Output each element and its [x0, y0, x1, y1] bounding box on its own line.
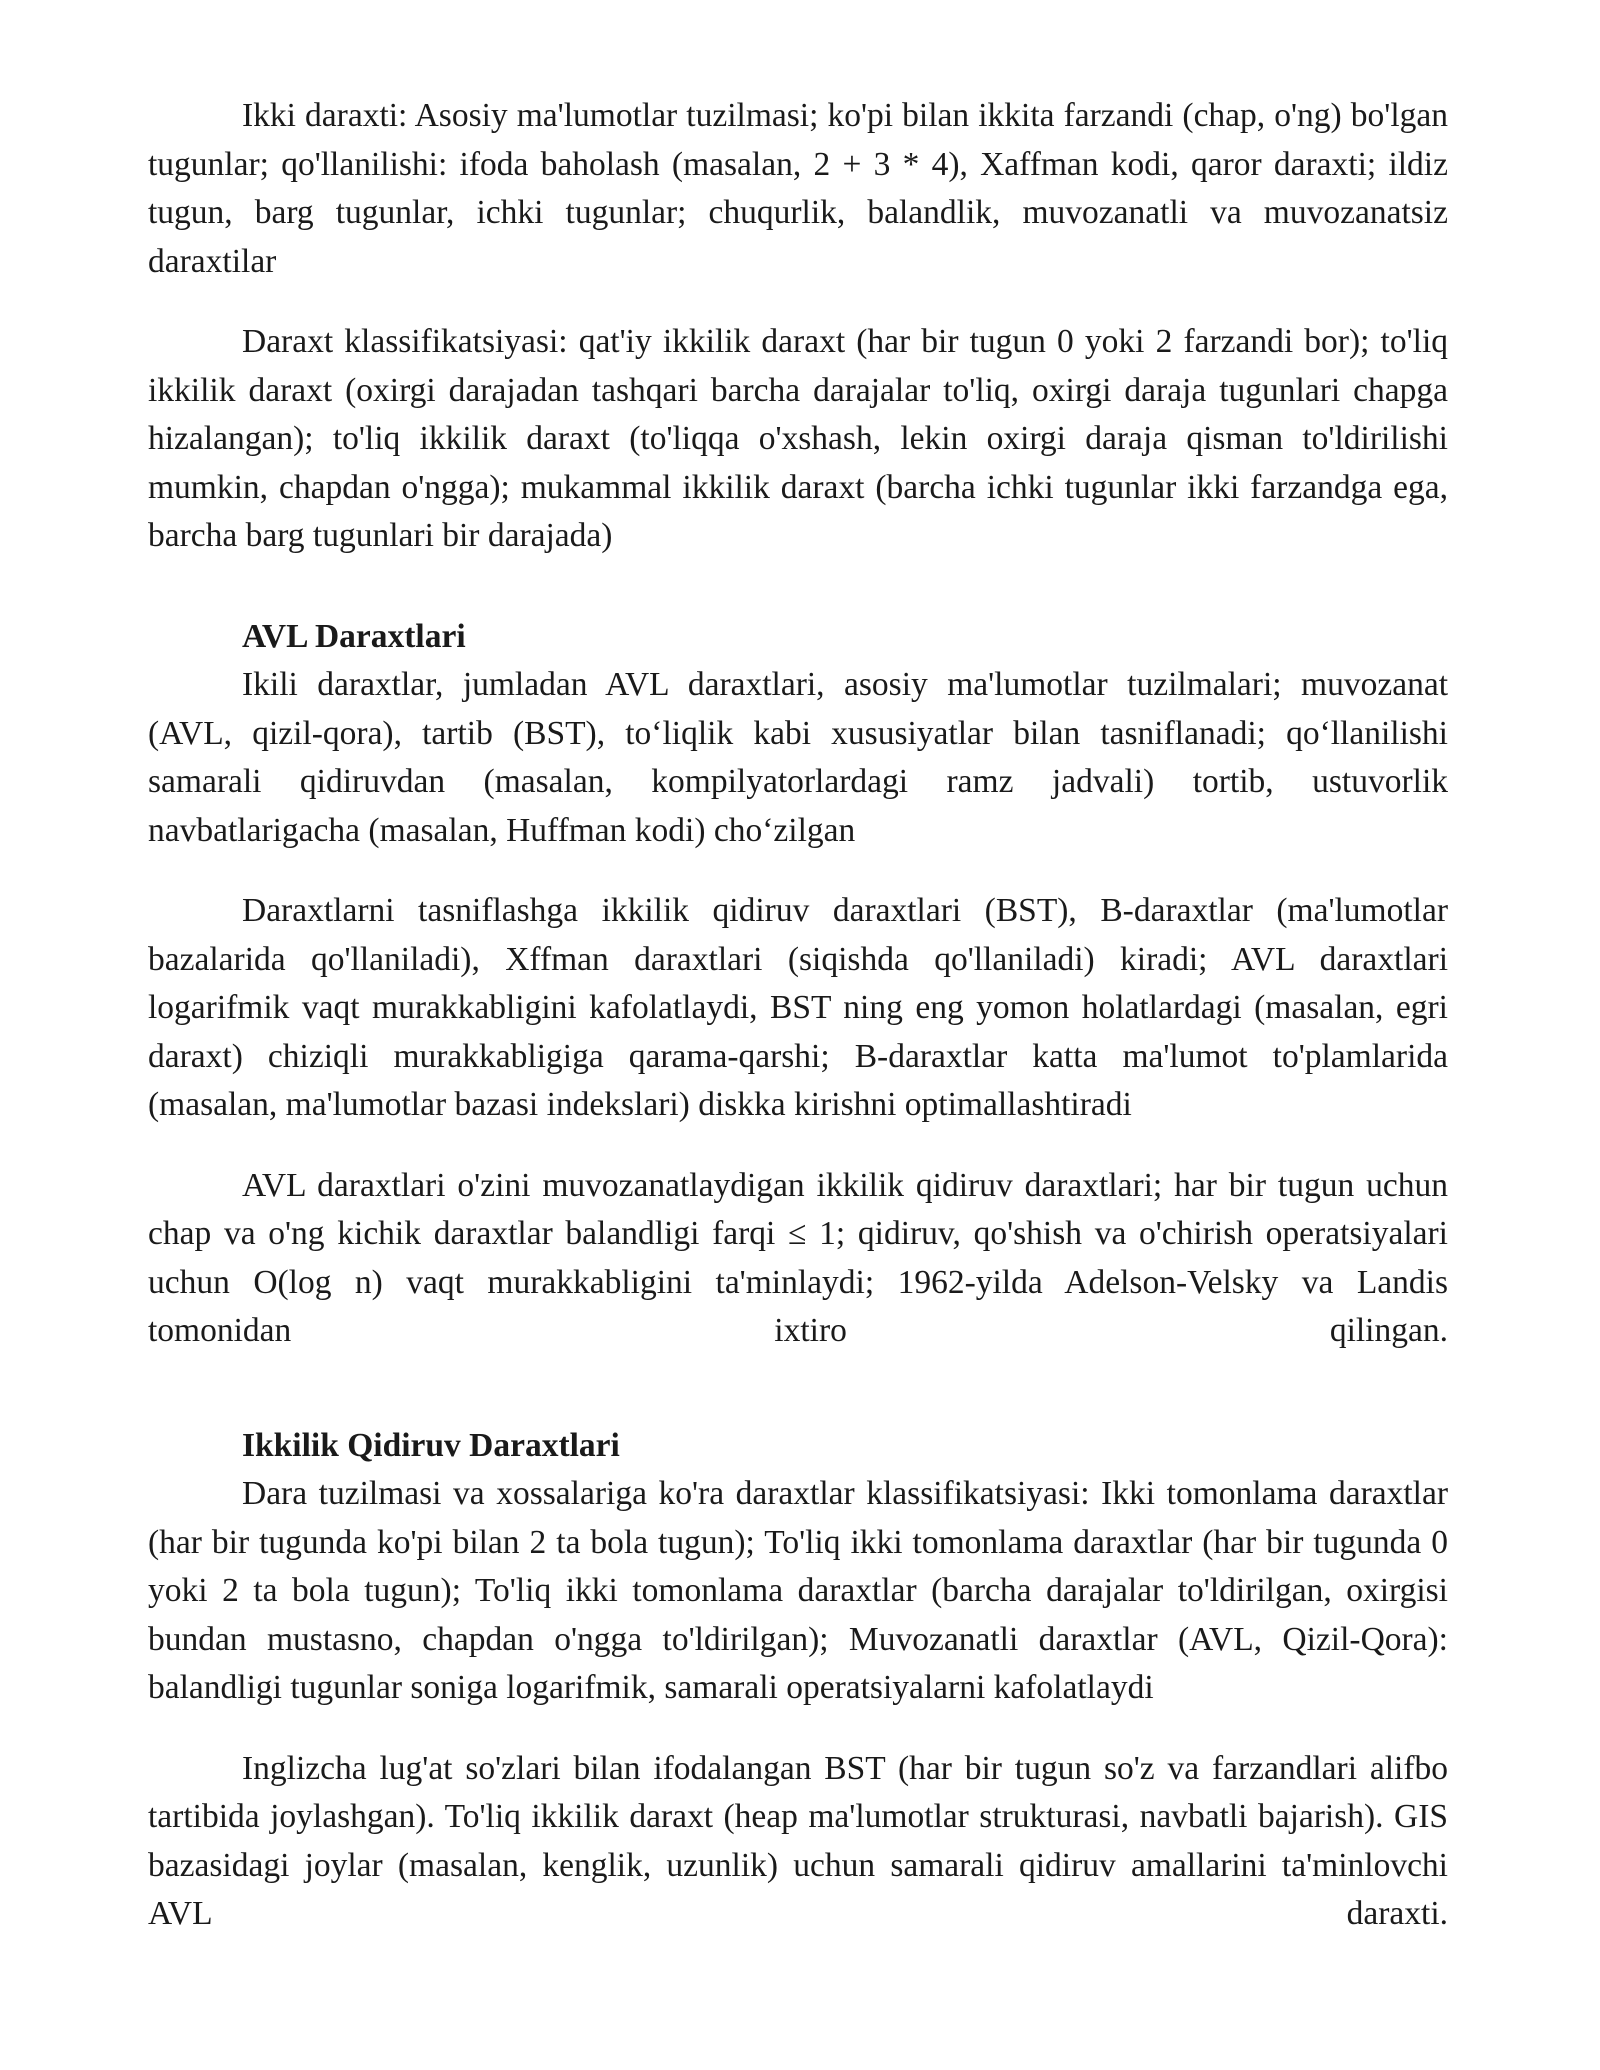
avl-paragraph-1: Ikili daraxtlar, jumladan AVL daraxtlari, asosiy ma'lumotlar tuzilmalari; muvozanat (AVL, qizil-qora), tartib (BST), to‘liqlik kabi xususiyatlar bilan tasniflanadi; qo‘llanilishi samarali qidiruvdan (masalan, kompilyatorlardagi ramz jadvali) tortib, ustuvorlik navbatlarigacha (masalan, Huffman kodi) cho‘zilgan	[148, 666, 1448, 849]
section-heading-avl: AVL Daraxtlari	[242, 617, 466, 655]
avl-paragraph-2: Daraxtlarni tasniflashga ikkilik qidiruv daraxtlari (BST), B-daraxtlar (ma'lumotlar bazalarida qo'llaniladi), Xffman daraxtlari (siqishda qo'llaniladi) kiradi; AVL daraxtlari logarifmik vaqt murakkabligini kafolatlaydi, BST ning eng yomon holatlardagi (masalan, egri daraxt) chiziqli murakkabligiga qarama-qarshi; B-daraxtlar katta ma'lumot to'plamlarida (masalan, ma'lumotlar bazasi indekslari) diskka kirishni optimallashtiradi	[148, 892, 1448, 1123]
intro-paragraph-1: Ikki daraxti: Asosiy ma'lumotlar tuzilmasi; ko'pi bilan ikkita farzandi (chap, o'ng) bo'lgan tugunlar; qo'llanilishi: ifoda baholash (masalan, 2 + 3 * 4), Xaffman kodi, qaror daraxti; ildiz tugun, barg tugunlar, ichki tugunlar; chuqurlik, balandlik, muvozanatli va muvozanatsiz daraxtilar	[148, 97, 1448, 280]
section-heading-bst: Ikkilik Qidiruv Daraxtlari	[242, 1426, 620, 1464]
intro-paragraph-2: Daraxt klassifikatsiyasi: qat'iy ikkilik daraxt (har bir tugun 0 yoki 2 farzandi bor); to'liq ikkilik daraxt (oxirgi darajadan tashqari barcha darajalar to'liq, oxirgi daraja tugunlari chapga hizalangan); to'liq ikkilik daraxt (to'liqqa o'xshash, lekin oxirgi daraja qisman to'ldirilishi mumkin, chapdan o'ngga); mukammal ikkilik daraxt (barcha ichki tugunlar ikki farzandga ega, barcha barg tugunlari bir darajada)	[148, 323, 1448, 554]
document-page	[148, 92, 1448, 1971]
bst-paragraph-2: Inglizcha lug'at so'zlari bilan ifodalangan BST (har bir tugun so'z va farzandlari alifbo tartibida joylashgan). To'liq ikkilik daraxt (heap ma'lumotlar strukturasi, navbatli bajarish). GIS bazasidagi joylar (masalan, kenglik, uzunlik) uchun samarali qidiruv amallarini ta'minlovchi AVL daraxti.	[148, 1749, 1448, 1932]
bst-paragraph-1: Dara tuzilmasi va xossalariga ko'ra daraxtlar klassifikatsiyasi: Ikki tomonlama daraxtlar (har bir tugunda ko'pi bilan 2 ta bola tugun); To'liq ikki tomonlama daraxtlar (har bir tugunda 0 yoki 2 ta bola tugun); To'liq ikki tomonlama daraxtlar (barcha darajalar to'ldirilgan, oxirgisi bundan mustasno, chapdan o'ngga to'ldirilgan); Muvozanatli daraxtlar (AVL, Qizil-Qora): balandligi tugunlar soniga logarifmik, samarali operatsiyalarni kafolatlaydi	[148, 1475, 1448, 1706]
avl-paragraph-3: AVL daraxtlari o'zini muvozanatlaydigan ikkilik qidiruv daraxtlari; har bir tugun uchun chap va o'ng kichik daraxtlar balandligi farqi ≤ 1; qidiruv, qo'shish va o'chirish operatsiyalari uchun O(log n) vaqt murakkabligini ta'minlaydi; 1962-yilda Adelson-Velsky va Landis tomonidan ixtiro qilingan.	[148, 1166, 1448, 1349]
